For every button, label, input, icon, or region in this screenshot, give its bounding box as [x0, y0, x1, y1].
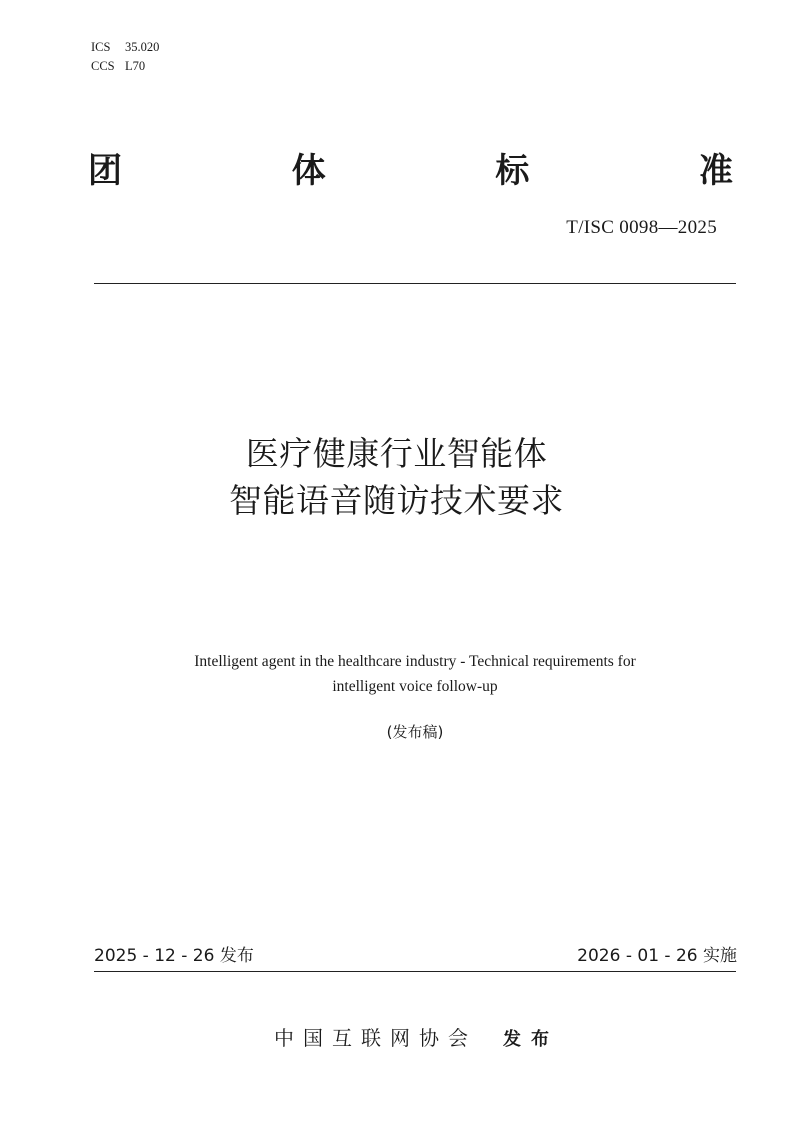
- publish-date: 2025 - 12 - 26 发布: [94, 946, 254, 966]
- standard-type-char: 体: [291, 151, 326, 191]
- english-title-line-2: intelligent voice follow-up: [332, 678, 498, 695]
- ics-value: 35.020: [125, 40, 160, 54]
- chinese-title-line-1: 医疗健康行业智能体: [245, 434, 548, 473]
- publisher-row: [0, 1024, 793, 1054]
- ccs-label: CCS: [91, 59, 115, 73]
- publisher-name: 中国互联网协会: [274, 1026, 477, 1050]
- standard-type-char: 标: [495, 151, 530, 191]
- top-divider: [94, 283, 736, 284]
- draft-status: (发布稿): [386, 723, 444, 741]
- ccs-code: [91, 57, 159, 76]
- english-title: [0, 649, 793, 699]
- chinese-title: [0, 430, 793, 524]
- chinese-title-line-2: 智能语音随访技术要求: [229, 481, 564, 520]
- ccs-value: L70: [125, 59, 146, 73]
- standard-type-heading: [88, 149, 733, 193]
- date-row: [94, 944, 737, 968]
- implement-date: 2026 - 01 - 26 实施: [577, 946, 737, 966]
- publish-label: 发布: [503, 1029, 559, 1050]
- classification-codes: [91, 38, 159, 76]
- ics-label: ICS: [91, 40, 111, 54]
- english-title-line-1: Intelligent agent in the healthcare industry - Technical requirements for: [194, 653, 636, 670]
- standard-number: T/ISC 0098—2025: [566, 217, 717, 238]
- ics-code: [91, 38, 159, 57]
- standard-type-char: 团: [88, 151, 122, 191]
- standard-type-char: 准: [698, 151, 733, 191]
- bottom-divider: [94, 971, 736, 972]
